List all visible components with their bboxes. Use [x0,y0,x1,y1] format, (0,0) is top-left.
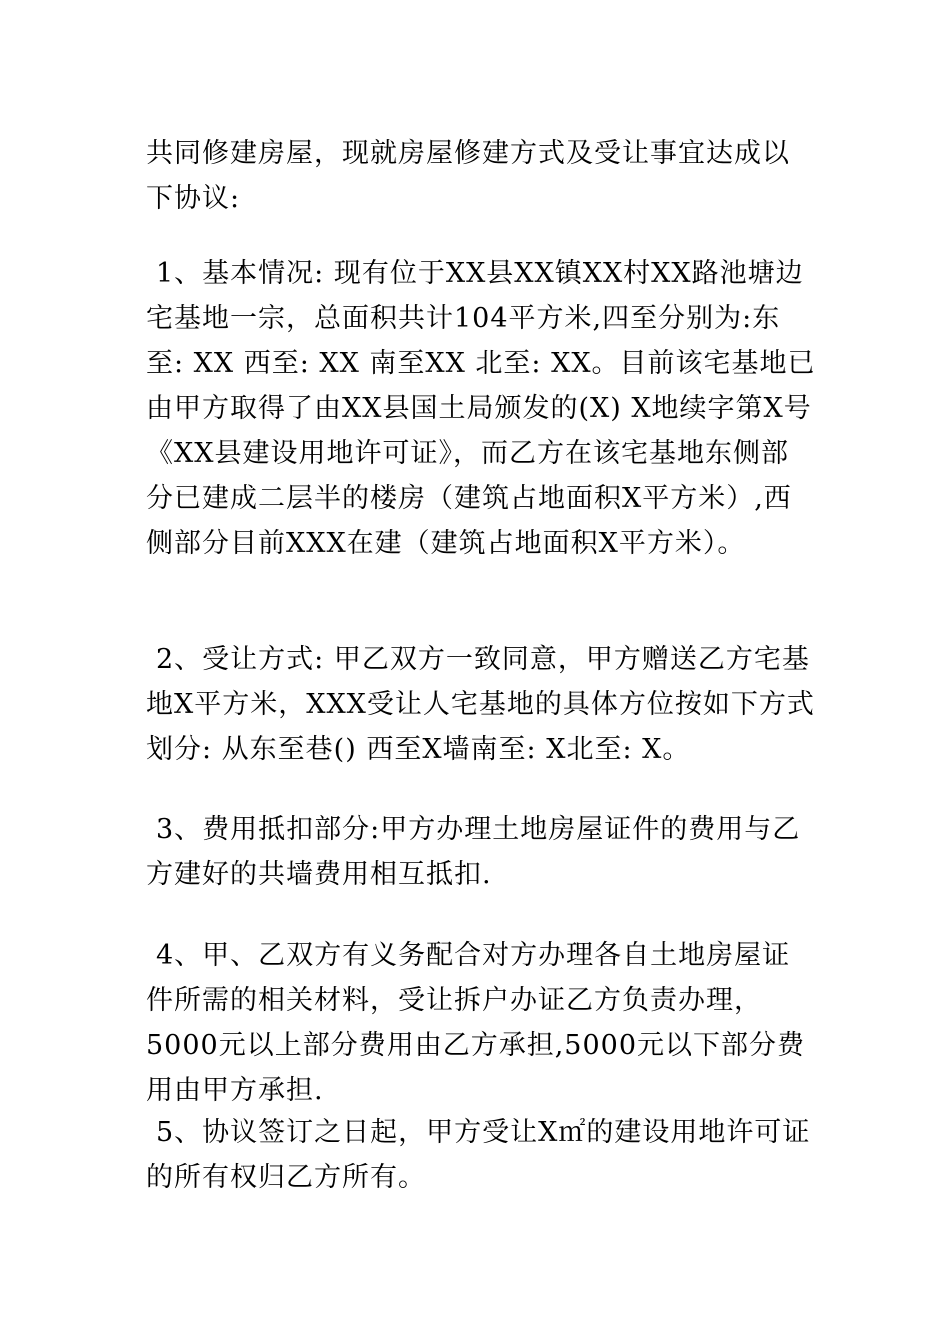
paragraph-clause-5: 5、协议签订之日起，甲方受让X㎡的建设用地许可证的所有权归乙方所有。 [146,1117,811,1193]
paragraph-clause-2: 2、受让方式: 甲乙双方一致同意，甲方赠送乙方宅基地X平方米，XXX受让人宅基地的具体方位按如下方式划分: 从东至巷() 西至X墙南至: X北至: X。 [146,644,815,765]
paragraph-intro: 共同修建房屋，现就房屋修建方式及受让事宜达成以下协议: [146,138,790,214]
paragraph-clause-4: 4、甲、乙双方有义务配合对方办理各自土地房屋证件所需的相关材料，受让拆户办证乙方负责办理，5000元以上部分费用由乙方承担,5000元以下部分费用由甲方承担. [146,940,806,1106]
paragraph-clause-3: 3、费用抵扣部分:甲方办理土地房屋证件的费用与乙方建好的共墙费用相互抵扣. [146,814,801,890]
paragraph-clause-1: 1、基本情况: 现有位于XX县XX镇XX村XX路池塘边宅基地一宗，总面积共计104平方米,四至分别为:东至: XX 西至: XX 南至XX 北至: XX。目前该宅基地已由甲方取得了由XX县国土局颁发的(X) X地续字第X号《XX县建设用地许可证》，而乙方在该宅基地东侧部分已建成二层半的楼房（建筑占地面积X平方米）,西侧部分目前XXX在建（建筑占地面积X平方米）。 [146,258,816,559]
